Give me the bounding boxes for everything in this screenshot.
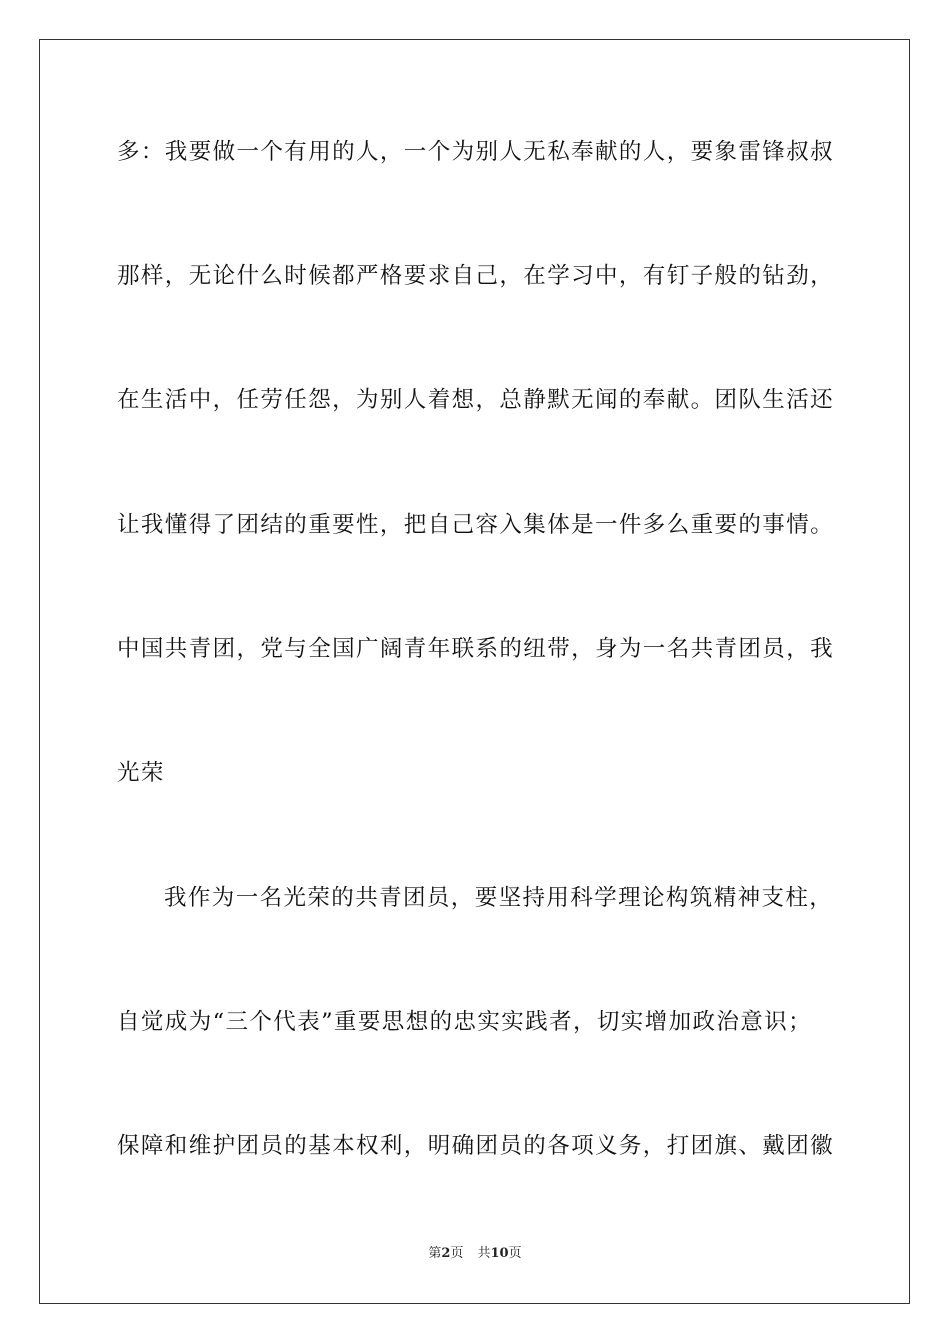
page-suffix: 页: [450, 1246, 464, 1261]
text-line-3: 在生活中，任劳任怨，为别人着想，总静默无闻的奉献。团队生活还: [117, 387, 835, 413]
total-suffix: 页: [508, 1246, 522, 1261]
paragraph-first-line: 我作为一名光荣的共青团员，要坚持用科学理论构筑精神支柱，: [164, 885, 834, 911]
total-pages: 10: [490, 1246, 509, 1261]
text-line-8: 自觉成为“三个代表”重要思想的忠实实践者，切实增加政治意识；: [117, 1009, 813, 1035]
page-border: [39, 39, 910, 1304]
text-line-6: 光荣: [117, 760, 165, 786]
page-prefix: 第: [428, 1246, 442, 1261]
text-line-5: 中国共青团，党与全国广阔青年联系的纽带，身为一名共青团员，我: [117, 636, 835, 662]
total-prefix: 共: [477, 1246, 491, 1261]
text-line-1: 多：我要做一个有用的人，一个为别人无私奉献的人，要象雷锋叔叔: [117, 139, 835, 165]
text-line-2: 那样，无论什么时候都严格要求自己，在学习中，有钉子般的钻劲，: [117, 263, 835, 289]
text-line-4: 让我懂得了团结的重要性，把自己容入集体是一件多么重要的事情。: [117, 512, 835, 538]
page-footer: [0, 1246, 950, 1262]
page-number: 2: [441, 1246, 451, 1261]
text-line-9: 保障和维护团员的基本权利，明确团员的各项义务，打团旗、戴团徽: [117, 1133, 835, 1159]
